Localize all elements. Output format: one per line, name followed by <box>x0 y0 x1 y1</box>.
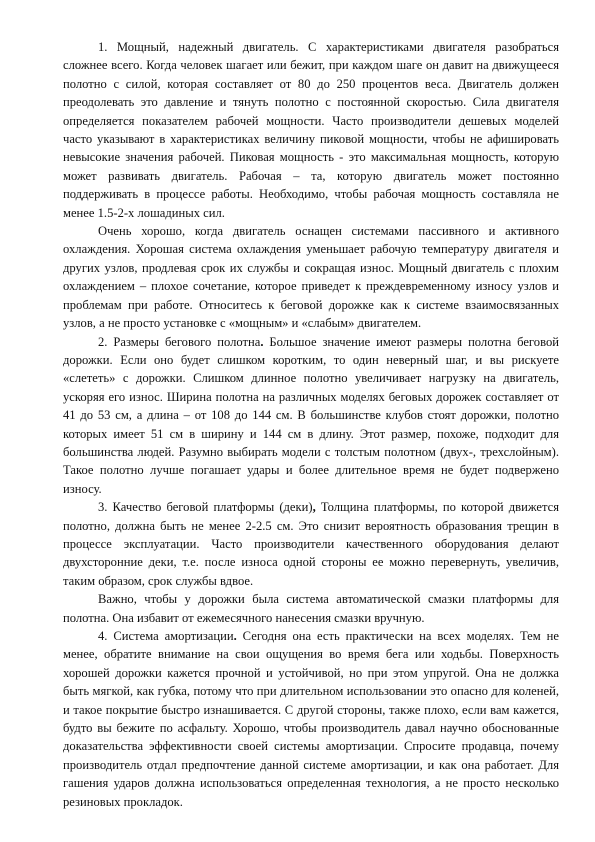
paragraph-cushioning-text: Сегодня она есть практически на всех моделях. Тем не менее, обратите внимание на свои ощущения во время бега или ходьбы. Поверхность хорошей дорожки кажется прочной и устойчивой, но при этом упругой. Она не должка быть мягкой, как губка, потому что при длительном использовании это опасно для коленей, и такое покрытие быстро изнашивается. С другой стороны, также плохо, если вам кажется, будто вы бежите по асфальту. Хорошо, чтобы производитель давал научно обоснованные доказательства эффективности своей системы амортизации. Спросите продавца, почему производитель отдал предпочтение данной системе амортизации, и как она работает. Для гашения ударов должна использоваться определенная технология, а не просто несколько резиновых прокладок. <box>63 629 559 809</box>
paragraph-lubrication-text: Важно, чтобы у дорожки была система автоматической смазки платформы для полотна. Она избавит от ежемесячного нанесения смазки вручную. <box>63 592 559 625</box>
paragraph-cushioning <box>63 627 559 811</box>
paragraph-cushioning-mark: . <box>233 629 237 643</box>
paragraph-deck <box>63 498 559 590</box>
paragraph-lubrication <box>63 590 559 627</box>
paragraph-deck-lead: 3. Качество беговой платформы (деки) <box>98 500 313 515</box>
paragraph-cushioning-lead: 4. Система амортизации <box>98 629 234 643</box>
paragraph-deck-mark: , <box>312 500 316 515</box>
paragraph-cooling-text: Очень хорошо, когда двигатель оснащен системами пассивного и активного охлаждения. Хорошая система охлаждения уменьшает рабочую температуру двигателя и других узлов, продлевая срок их службы и сокращая износ. Мощный двигатель с плохим охлаждением – плохое сочетание, которое приведет к преждевременному износу узлов и проблемам при работе. Относитесь к беговой дорожке как к системе взаимосвязанных узлов, а не просто установке с «мощным» и «слабым» двигателем. <box>63 224 559 331</box>
paragraph-engine-text: 1. Мощный, надежный двигатель. С характеристиками двигателя разобраться сложнее всего. Когда человек шагает или бежит, при каждом шаге он давит на движущееся полотно с силой, которая составляет от 80 до 250 процентов веса. Двигатель должен преодолевать это давление и тянуть полотно с постоянной скоростью. Сила двигателя определяется показателем рабочей мощности. Часто производители дешевых моделей часто указывают в характеристиках величину пиковой мощности, чтобы не афишировать невысокие значения рабочей. Пиковая мощность - это максимальная мощность, которую может развивать двигатель. Рабочая – та, которую двигатель может постоянно поддерживать в процессе работы. Необходимо, чтобы рабочая мощность составляла не менее 1.5-2-х лошадиных сил. <box>63 40 559 220</box>
paragraph-deck-text: Толщина платформы, по которой движется полотно, должна быть не менее 2-2.5 см. Это снизит вероятность образования трещин в процессе эксплуатации. Часто производители качественного оборудования делают двухсторонние деки, т.е. после износа одной стороны ее можно перевернуть, увеличив, таким образом, срок службы вдвое. <box>63 500 559 588</box>
paragraph-belt-size-mark: . <box>260 334 264 349</box>
paragraph-cooling <box>63 222 559 332</box>
paragraph-belt-size-text: Большое значение имеют размеры полотна беговой дорожки. Если оно будет слишком коротким, то один неверный шаг, и вы рискуете «слететь» с дорожки. Слишком длинное полотно увеличивает нагрузку на двигатель, ускоряя его износ. Ширина полотна на различных моделях беговых дорожек составляет от 41 до 53 см, а длина – от 108 до 144 см. В большинстве клубов стоят дорожки, полотно которых имеет 51 см в ширину и 144 см в длину. Этот размер, похоже, подходит для большинства людей. Разумно выбирать модели с толстым полотном (двух-, трехслойным). Такое полотно лучше погашает удары и более длительное время не будет подвержено износу. <box>63 334 559 496</box>
paragraph-engine <box>63 38 559 222</box>
body-text <box>63 38 559 811</box>
paragraph-belt-size <box>63 333 559 499</box>
paragraph-belt-size-lead: 2. Размеры бегового полотна <box>98 334 261 349</box>
